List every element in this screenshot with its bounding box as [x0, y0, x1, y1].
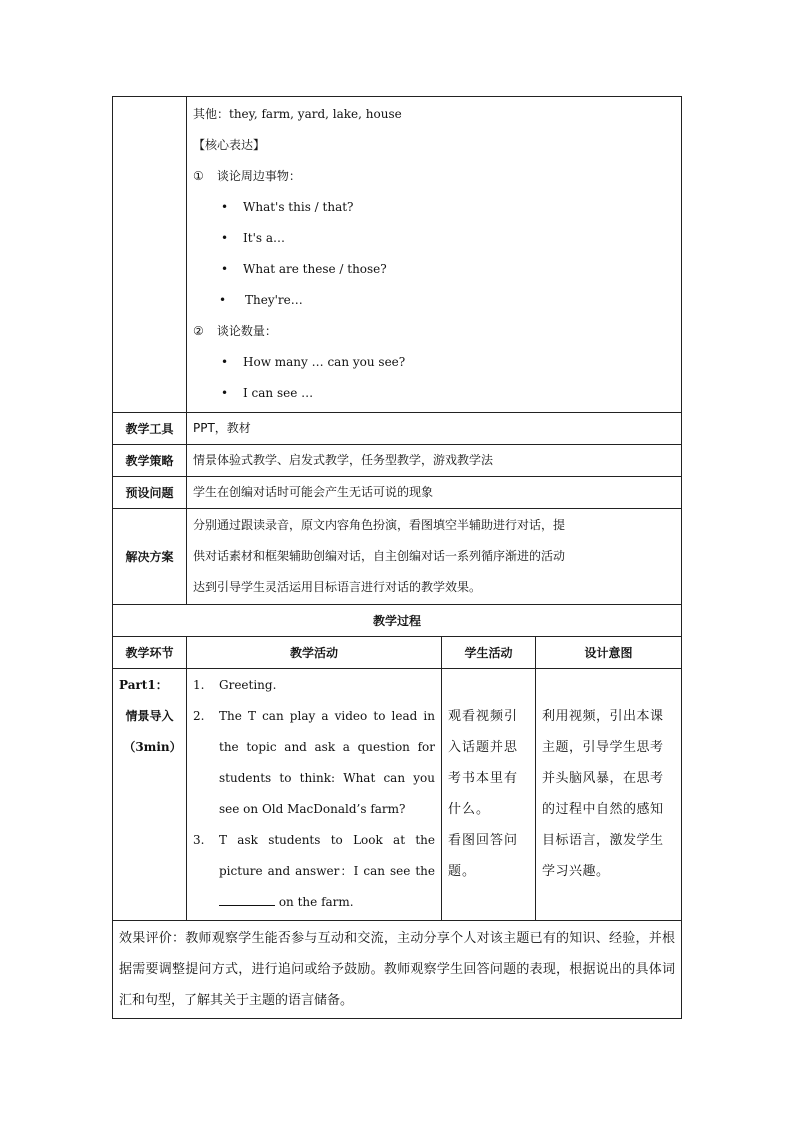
solution-line: 分别通过跟读录音，原文内容角色扮演，看图填空半辅助进行对话，提	[193, 518, 566, 532]
core-heading: 【核心表达】	[193, 138, 266, 152]
core-expression-row	[113, 97, 682, 413]
evaluation-row	[113, 921, 682, 1019]
expression-bullet: • What are these / those?	[187, 254, 681, 285]
preset-problem-label: 预设问题	[113, 477, 187, 509]
part1-row	[113, 669, 682, 921]
bullet-icon: •	[219, 293, 227, 307]
preset-problem-value: 学生在创编对话时可能会产生无话可说的现象	[187, 477, 682, 509]
point-talk-things	[187, 161, 681, 192]
student-activity-1: 观看视频引入话题并思考书本里有什么。	[448, 709, 519, 817]
point-title: 谈论数量：	[216, 324, 277, 338]
teaching-strategy-label: 教学策略	[113, 445, 187, 477]
solution-line: 达到引导学生灵活运用目标语言进行对话的教学效果。	[193, 580, 482, 594]
header-intent: 设计意图	[536, 637, 682, 669]
part1-name: Part1：	[119, 678, 168, 692]
part1-time: （3min）	[123, 740, 182, 754]
solution-line: 供对话素材和框架辅助创编对话，自主创编对话一系列循序渐进的活动	[193, 549, 566, 563]
other-words: 其他：they, farm, yard, lake, house	[193, 107, 402, 121]
part1-activity-cell	[187, 669, 442, 921]
teaching-strategy-row	[113, 445, 682, 477]
activity-item: 3. T ask students to Look at the picture and answer：I can see the on the farm.	[193, 833, 435, 909]
solution-row	[113, 509, 682, 605]
header-stage: 教学环节	[113, 637, 187, 669]
empty-label-cell	[113, 97, 187, 413]
bullet-icon: •	[221, 231, 229, 245]
bullet-icon: •	[221, 355, 229, 369]
solution-label: 解决方案	[113, 509, 187, 605]
teaching-strategy-value: 情景体验式教学、启发式教学，任务型教学，游戏教学法	[187, 445, 682, 477]
circled-two-marker: ②	[193, 324, 204, 338]
header-student: 学生活动	[442, 637, 536, 669]
process-title-row	[113, 605, 682, 637]
fill-blank-line	[219, 887, 275, 906]
student-activity-2: 看图回答问题。	[448, 833, 519, 879]
expression-bullet: • How many … can you see?	[187, 347, 681, 378]
part1-subtitle: 情景导入	[125, 709, 174, 723]
evaluation-text: 效果评价：教师观察学生能否参与互动和交流，主动分享个人对该主题已有的知识、经验，并根据需要调整提问方式，进行追问或给予鼓励。教师观察学生回答问题的表现，根据说出的具体词汇和句型，了解其关于主题的语言储备。	[119, 931, 676, 1008]
activity-item: 1. Greeting.	[193, 678, 277, 692]
part1-student-cell	[442, 669, 536, 921]
circled-one-marker: ①	[193, 169, 204, 183]
bullet-icon: •	[221, 262, 229, 276]
bullet-icon: •	[221, 386, 229, 400]
expression-bullet: • They're…	[187, 285, 681, 316]
process-header-row	[113, 637, 682, 669]
bullet-icon: •	[221, 200, 229, 214]
part1-stage-cell	[113, 669, 187, 921]
design-intent: 利用视频，引出本课主题，引导学生思考并头脑风暴，在思考的过程中自然的感知目标语言，激发学生学习兴趣。	[542, 709, 664, 879]
expression-bullet: • It's a…	[187, 223, 681, 254]
teaching-tools-value: PPT，教材	[187, 413, 682, 445]
preset-problem-row	[113, 477, 682, 509]
part1-intent-cell	[536, 669, 682, 921]
header-activity: 教学活动	[187, 637, 442, 669]
teaching-tools-row	[113, 413, 682, 445]
point-title: 谈论周边事物：	[216, 169, 301, 183]
core-expression-cell	[187, 97, 682, 413]
solution-value	[187, 509, 682, 605]
teaching-tools-label: 教学工具	[113, 413, 187, 445]
process-title: 教学过程	[113, 605, 682, 637]
evaluation-cell	[113, 921, 682, 1019]
expression-bullet: • I can see …	[187, 378, 681, 409]
lesson-plan-table	[112, 96, 682, 1019]
point-talk-quantity	[187, 316, 681, 347]
expression-bullet: • What's this / that?	[187, 192, 681, 223]
activity-item: 2. The T can play a video to lead in the topic and ask a question for students to think: What can you see on Old MacDonald’s farm?	[193, 709, 435, 816]
